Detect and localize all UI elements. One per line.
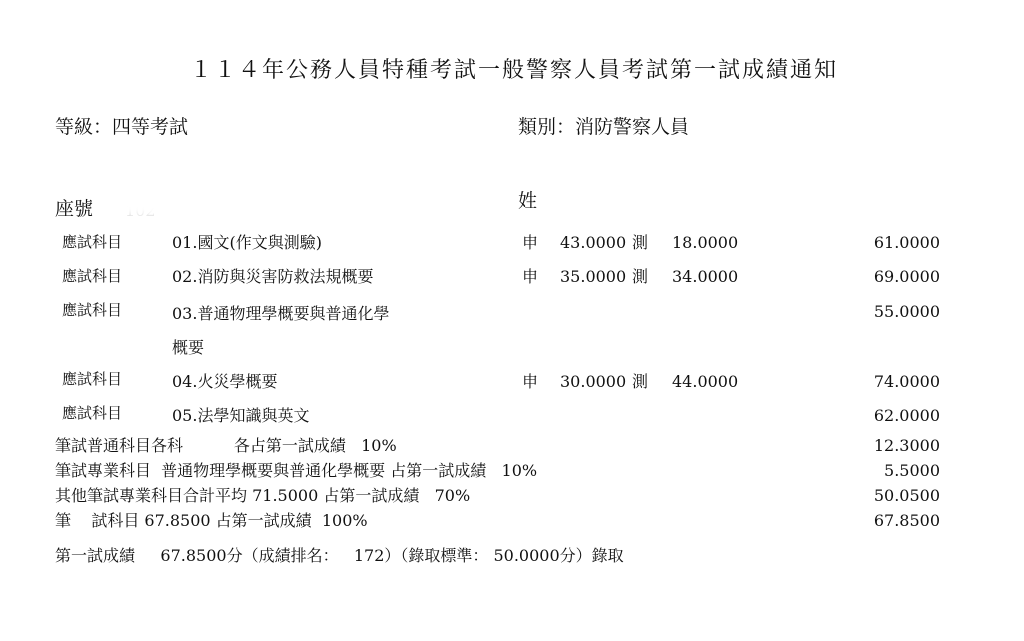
subject-label: 應試科目: [62, 267, 123, 285]
summary-text: 筆試普通科目各科 各占第一試成績 10%: [55, 436, 397, 455]
subject-name-continued: 概要: [172, 338, 205, 357]
subject-part-a-label: 申: [522, 372, 539, 391]
subject-label: 應試科目: [62, 301, 123, 319]
subject-name: 01.國文(作文與測驗): [172, 233, 322, 252]
summary-text: 其他筆試專業科目合計平均 71.5000 占第一試成績 70%: [55, 486, 471, 505]
subject-part-a-score: 30.0000: [560, 372, 627, 391]
subject-part-b-score: 44.0000: [672, 372, 739, 391]
summary-value: 50.0500: [873, 486, 940, 505]
seat-label: 座號: [55, 198, 94, 220]
subject-part-b-label: 測: [632, 267, 649, 286]
subject-total: 55.0000: [873, 302, 940, 321]
summary-text: 筆 試科目 67.8500 占第一試成績 100%: [55, 511, 368, 530]
subject-total: 62.0000: [873, 406, 940, 425]
final-result: 第一試成績 67.8500分（成績排名： 172）（錄取標準： 50.0000分）錄取: [55, 546, 624, 565]
category-label: 類別：消防警察人員: [518, 116, 690, 138]
name-label: 姓: [518, 190, 538, 212]
subject-part-a-score: 43.0000: [560, 233, 627, 252]
subject-part-b-label: 測: [632, 233, 649, 252]
subject-part-a-score: 35.0000: [560, 267, 627, 286]
subject-total: 74.0000: [873, 372, 940, 391]
subject-label: 應試科目: [62, 370, 123, 388]
grade-label: 等級：四等考試: [55, 116, 189, 138]
page-title: １１４年公務人員特種考試一般警察人員考試第一試成績通知: [190, 58, 839, 83]
subject-label: 應試科目: [62, 233, 123, 251]
redaction-name: [545, 150, 745, 220]
subject-name: 02.消防與災害防救法規概要: [172, 267, 374, 286]
subject-name: 03.普通物理學概要與普通化學: [172, 304, 390, 323]
summary-value: 5.5000: [884, 461, 940, 480]
subject-part-a-label: 申: [522, 233, 539, 252]
subject-total: 61.0000: [873, 233, 940, 252]
subject-part-a-label: 申: [522, 267, 539, 286]
summary-value: 67.8500: [873, 511, 940, 530]
summary-value: 12.3000: [873, 436, 940, 455]
subject-part-b-score: 34.0000: [672, 267, 739, 286]
subject-label: 應試科目: [62, 404, 123, 422]
subject-part-b-score: 18.0000: [672, 233, 739, 252]
redaction-seat: [110, 188, 230, 222]
subject-name: 05.法學知識與英文: [172, 406, 310, 425]
subject-name: 04.火災學概要: [172, 372, 278, 391]
summary-text: 筆試專業科目 普通物理學概要與普通化學概要 占第一試成績 10%: [55, 461, 538, 480]
subject-part-b-label: 測: [632, 372, 649, 391]
subject-total: 69.0000: [873, 267, 940, 286]
